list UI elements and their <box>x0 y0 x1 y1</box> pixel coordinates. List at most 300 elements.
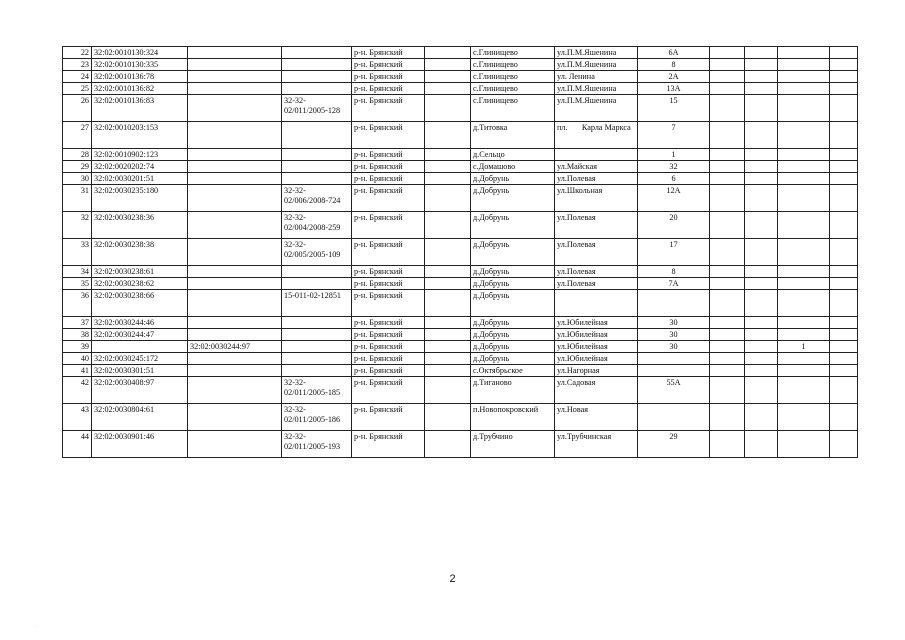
settlement: д.Добрунь <box>471 239 555 266</box>
empty-cell <box>745 173 778 185</box>
cadastral-number <box>92 341 188 353</box>
registry-table-body <box>63 47 858 458</box>
empty-cell <box>425 161 471 173</box>
extra-value <box>778 278 830 290</box>
cadastral-number: 32:02:0010902:123 <box>92 149 188 161</box>
empty-cell <box>710 95 745 122</box>
house-number: 29 <box>638 431 710 458</box>
empty-cell <box>830 329 858 341</box>
empty-cell <box>745 431 778 458</box>
empty-cell <box>745 212 778 239</box>
extra-value <box>778 431 830 458</box>
cadastral-number-alt <box>188 266 282 278</box>
district: р-н. Брянский <box>352 266 425 278</box>
table-row <box>63 431 858 458</box>
row-number: 41 <box>63 365 92 377</box>
table-row <box>63 83 858 95</box>
empty-cell <box>830 377 858 404</box>
table-row <box>63 212 858 239</box>
cadastral-number: 32:02:0030301:51 <box>92 365 188 377</box>
cadastral-number-alt <box>188 278 282 290</box>
empty-cell <box>830 365 858 377</box>
empty-cell <box>425 266 471 278</box>
settlement: д.Добрунь <box>471 266 555 278</box>
empty-cell <box>745 59 778 71</box>
empty-cell <box>830 71 858 83</box>
cadastral-number-alt <box>188 71 282 83</box>
empty-cell <box>710 47 745 59</box>
settlement: д.Трубчино <box>471 431 555 458</box>
registration-number <box>282 341 352 353</box>
row-number: 36 <box>63 290 92 317</box>
street: ул.Юбилейная <box>555 329 638 341</box>
registration-number: 32-32-02/011/2005-193 <box>282 431 352 458</box>
registry-table <box>62 46 858 458</box>
row-number: 30 <box>63 173 92 185</box>
empty-cell <box>710 353 745 365</box>
house-number: 55А <box>638 377 710 404</box>
registration-number <box>282 278 352 290</box>
street: ул.П.М.Яшенина <box>555 83 638 95</box>
row-number: 40 <box>63 353 92 365</box>
district: р-н. Брянский <box>352 365 425 377</box>
empty-cell <box>710 83 745 95</box>
district: р-н. Брянский <box>352 95 425 122</box>
district: р-н. Брянский <box>352 173 425 185</box>
registration-number <box>282 83 352 95</box>
house-number <box>638 365 710 377</box>
house-number <box>638 404 710 431</box>
settlement: с.Глинищево <box>471 47 555 59</box>
registration-number <box>282 71 352 83</box>
cadastral-number: 32:02:0030245:172 <box>92 353 188 365</box>
street: ул.Садовая <box>555 377 638 404</box>
empty-cell <box>710 71 745 83</box>
table-row <box>63 377 858 404</box>
row-number: 33 <box>63 239 92 266</box>
registration-number <box>282 122 352 149</box>
empty-cell <box>830 122 858 149</box>
extra-value: 1 <box>778 341 830 353</box>
street: пл. Карла Маркса <box>555 122 638 149</box>
empty-cell <box>830 278 858 290</box>
cadastral-number: 32:02:0030235:180 <box>92 185 188 212</box>
cadastral-number: 32:02:0030244:46 <box>92 317 188 329</box>
empty-cell <box>830 404 858 431</box>
settlement: п.Новопокровский <box>471 404 555 431</box>
cadastral-number: 32:02:0010203:153 <box>92 122 188 149</box>
table-row <box>63 59 858 71</box>
cadastral-number: 32:02:0030238:36 <box>92 212 188 239</box>
table-row <box>63 278 858 290</box>
house-number: 1 <box>638 149 710 161</box>
settlement: д.Тиганово <box>471 377 555 404</box>
empty-cell <box>425 122 471 149</box>
empty-cell <box>745 47 778 59</box>
extra-value <box>778 212 830 239</box>
row-number: 37 <box>63 317 92 329</box>
settlement: д.Добрунь <box>471 278 555 290</box>
extra-value <box>778 59 830 71</box>
house-number: 30 <box>638 329 710 341</box>
settlement: д.Добрунь <box>471 185 555 212</box>
cadastral-number: 32:02:0030238:38 <box>92 239 188 266</box>
empty-cell <box>745 185 778 212</box>
extra-value <box>778 329 830 341</box>
cadastral-number-alt <box>188 317 282 329</box>
house-number: 12А <box>638 185 710 212</box>
cadastral-number: 32:02:0030804:61 <box>92 404 188 431</box>
street: ул.Полевая <box>555 278 638 290</box>
empty-cell <box>425 290 471 317</box>
empty-cell <box>710 341 745 353</box>
street <box>555 290 638 317</box>
table-row <box>63 173 858 185</box>
house-number: 7А <box>638 278 710 290</box>
extra-value <box>778 122 830 149</box>
empty-cell <box>425 239 471 266</box>
empty-cell <box>425 353 471 365</box>
empty-cell <box>830 212 858 239</box>
empty-cell <box>830 149 858 161</box>
street <box>555 149 638 161</box>
registration-number <box>282 317 352 329</box>
extra-value <box>778 290 830 317</box>
street: ул.Школьная <box>555 185 638 212</box>
street: ул.Трубчинская <box>555 431 638 458</box>
table-row <box>63 341 858 353</box>
registration-number: 32-32-02/004/2008-259 <box>282 212 352 239</box>
row-number: 34 <box>63 266 92 278</box>
registration-number: 32-32-02/011/2005-128 <box>282 95 352 122</box>
district: р-н. Брянский <box>352 341 425 353</box>
district: р-н. Брянский <box>352 71 425 83</box>
cadastral-number: 32:02:0030901:46 <box>92 431 188 458</box>
house-number: 15 <box>638 95 710 122</box>
empty-cell <box>745 149 778 161</box>
district: р-н. Брянский <box>352 317 425 329</box>
empty-cell <box>710 377 745 404</box>
row-number: 32 <box>63 212 92 239</box>
empty-cell <box>710 365 745 377</box>
district: р-н. Брянский <box>352 278 425 290</box>
table-row <box>63 290 858 317</box>
empty-cell <box>710 122 745 149</box>
registration-number <box>282 353 352 365</box>
empty-cell <box>745 365 778 377</box>
district: р-н. Брянский <box>352 59 425 71</box>
district: р-н. Брянский <box>352 290 425 317</box>
settlement: с.Глинищево <box>471 95 555 122</box>
registration-number <box>282 59 352 71</box>
street: ул.Юбилейная <box>555 353 638 365</box>
empty-cell <box>425 212 471 239</box>
house-number: 6А <box>638 47 710 59</box>
empty-cell <box>745 266 778 278</box>
cadastral-number-alt <box>188 365 282 377</box>
empty-cell <box>745 239 778 266</box>
street: ул.Юбилейная <box>555 317 638 329</box>
house-number: 7 <box>638 122 710 149</box>
district: р-н. Брянский <box>352 404 425 431</box>
empty-cell <box>710 266 745 278</box>
cadastral-number: 32:02:0030201:51 <box>92 173 188 185</box>
extra-value <box>778 377 830 404</box>
cadastral-number-alt <box>188 329 282 341</box>
cadastral-number-alt <box>188 185 282 212</box>
empty-cell <box>710 290 745 317</box>
cadastral-number: 32:02:0010136:78 <box>92 71 188 83</box>
district: р-н. Брянский <box>352 149 425 161</box>
empty-cell <box>830 95 858 122</box>
cadastral-number: 32:02:0010136:83 <box>92 95 188 122</box>
empty-cell <box>830 290 858 317</box>
street: ул. Ленина <box>555 71 638 83</box>
table-row <box>63 95 858 122</box>
cadastral-number: 32:02:0010130:324 <box>92 47 188 59</box>
registration-number: 32-32-02/011/2005-186 <box>282 404 352 431</box>
cadastral-number: 32:02:0010130:335 <box>92 59 188 71</box>
extra-value <box>778 404 830 431</box>
settlement: д.Добрунь <box>471 329 555 341</box>
empty-cell <box>425 317 471 329</box>
row-number: 35 <box>63 278 92 290</box>
house-number <box>638 353 710 365</box>
cadastral-number-alt <box>188 149 282 161</box>
settlement: д.Титовка <box>471 122 555 149</box>
row-number: 24 <box>63 71 92 83</box>
empty-cell <box>745 278 778 290</box>
empty-cell <box>745 71 778 83</box>
street: ул.Полевая <box>555 212 638 239</box>
extra-value <box>778 185 830 212</box>
empty-cell <box>830 353 858 365</box>
house-number: 20 <box>638 212 710 239</box>
row-number: 43 <box>63 404 92 431</box>
extra-value <box>778 365 830 377</box>
cadastral-number: 32:02:0020202:74 <box>92 161 188 173</box>
empty-cell <box>425 83 471 95</box>
table-row <box>63 185 858 212</box>
registration-number <box>282 47 352 59</box>
table-row <box>63 122 858 149</box>
extra-value <box>778 353 830 365</box>
street: ул.Майская <box>555 161 638 173</box>
row-number: 29 <box>63 161 92 173</box>
house-number: 30 <box>638 341 710 353</box>
row-number: 42 <box>63 377 92 404</box>
street: ул.Полевая <box>555 266 638 278</box>
empty-cell <box>710 239 745 266</box>
house-number: 13А <box>638 83 710 95</box>
row-number: 27 <box>63 122 92 149</box>
district: р-н. Брянский <box>352 47 425 59</box>
empty-cell <box>830 341 858 353</box>
cadastral-number-alt <box>188 161 282 173</box>
table-row <box>63 365 858 377</box>
cadastral-number-alt <box>188 404 282 431</box>
settlement: с.Глинищево <box>471 59 555 71</box>
settlement: д.Добрунь <box>471 317 555 329</box>
page-number: 2 <box>449 573 456 585</box>
registration-number: 32-32-02/006/2008-724 <box>282 185 352 212</box>
row-number: 39 <box>63 341 92 353</box>
settlement: д.Сельцо <box>471 149 555 161</box>
row-number: 38 <box>63 329 92 341</box>
empty-cell <box>425 71 471 83</box>
house-number: 30 <box>638 317 710 329</box>
registration-number <box>282 149 352 161</box>
row-number: 26 <box>63 95 92 122</box>
empty-cell <box>710 185 745 212</box>
empty-cell <box>425 365 471 377</box>
extra-value <box>778 239 830 266</box>
house-number: 17 <box>638 239 710 266</box>
empty-cell <box>710 149 745 161</box>
row-number: 25 <box>63 83 92 95</box>
cadastral-number-alt: 32:02:0030244:97 <box>188 341 282 353</box>
settlement: д.Добрунь <box>471 173 555 185</box>
empty-cell <box>710 212 745 239</box>
settlement: д.Добрунь <box>471 212 555 239</box>
row-number: 23 <box>63 59 92 71</box>
empty-cell <box>425 149 471 161</box>
settlement: д.Добрунь <box>471 353 555 365</box>
table-row <box>63 149 858 161</box>
empty-cell <box>830 317 858 329</box>
settlement: с.Октябрьское <box>471 365 555 377</box>
empty-cell <box>745 341 778 353</box>
cadastral-number-alt <box>188 173 282 185</box>
row-number: 44 <box>63 431 92 458</box>
row-number: 31 <box>63 185 92 212</box>
street: ул.П.М.Яшенина <box>555 59 638 71</box>
cadastral-number: 32:02:0010136:82 <box>92 83 188 95</box>
row-number: 28 <box>63 149 92 161</box>
empty-cell <box>425 431 471 458</box>
empty-cell <box>425 59 471 71</box>
empty-cell <box>425 185 471 212</box>
cadastral-number: 32:02:0030408:97 <box>92 377 188 404</box>
table-row <box>63 71 858 83</box>
district: р-н. Брянский <box>352 122 425 149</box>
extra-value <box>778 161 830 173</box>
empty-cell <box>710 161 745 173</box>
table-row <box>63 329 858 341</box>
district: р-н. Брянский <box>352 353 425 365</box>
extra-value <box>778 95 830 122</box>
row-number: 22 <box>63 47 92 59</box>
cadastral-number-alt <box>188 47 282 59</box>
district: р-н. Брянский <box>352 431 425 458</box>
extra-value <box>778 83 830 95</box>
empty-cell <box>425 173 471 185</box>
extra-value <box>778 71 830 83</box>
house-number: 6 <box>638 173 710 185</box>
table-row <box>63 317 858 329</box>
table-row <box>63 353 858 365</box>
registration-number: 32-32-02/005/2005-109 <box>282 239 352 266</box>
district: р-н. Брянский <box>352 239 425 266</box>
empty-cell <box>710 404 745 431</box>
house-number: 8 <box>638 266 710 278</box>
street: ул.Юбилейная <box>555 341 638 353</box>
house-number <box>638 290 710 317</box>
empty-cell <box>745 329 778 341</box>
empty-cell <box>830 161 858 173</box>
street: ул.Новая <box>555 404 638 431</box>
house-number: 8 <box>638 59 710 71</box>
extra-value <box>778 317 830 329</box>
street: ул.П.М.Яшенина <box>555 95 638 122</box>
settlement: с.Глинищево <box>471 71 555 83</box>
street: ул.Нагорная <box>555 365 638 377</box>
registration-number <box>282 329 352 341</box>
empty-cell <box>710 59 745 71</box>
empty-cell <box>745 95 778 122</box>
district: р-н. Брянский <box>352 161 425 173</box>
cadastral-number: 32:02:0030244:47 <box>92 329 188 341</box>
house-number: 2А <box>638 71 710 83</box>
settlement: д.Добрунь <box>471 290 555 317</box>
settlement: д.Добрунь <box>471 341 555 353</box>
registration-number: 15-011-02-12851 <box>282 290 352 317</box>
empty-cell <box>745 122 778 149</box>
empty-cell <box>710 173 745 185</box>
empty-cell <box>830 266 858 278</box>
empty-cell <box>710 317 745 329</box>
empty-cell <box>425 377 471 404</box>
street: ул.Полевая <box>555 173 638 185</box>
house-number: 32 <box>638 161 710 173</box>
extra-value <box>778 47 830 59</box>
empty-cell <box>710 278 745 290</box>
cadastral-number: 32:02:0030238:62 <box>92 278 188 290</box>
empty-cell <box>830 59 858 71</box>
cadastral-number-alt <box>188 83 282 95</box>
empty-cell <box>830 239 858 266</box>
empty-cell <box>425 404 471 431</box>
empty-cell <box>830 47 858 59</box>
registration-number <box>282 161 352 173</box>
empty-cell <box>425 341 471 353</box>
empty-cell <box>830 83 858 95</box>
empty-cell <box>830 173 858 185</box>
empty-cell <box>425 278 471 290</box>
registration-number: 32-32-02/011/2005-185 <box>282 377 352 404</box>
empty-cell <box>830 431 858 458</box>
empty-cell <box>745 377 778 404</box>
registration-number <box>282 365 352 377</box>
empty-cell <box>745 161 778 173</box>
cadastral-number-alt <box>188 377 282 404</box>
table-row <box>63 404 858 431</box>
extra-value <box>778 149 830 161</box>
empty-cell <box>425 329 471 341</box>
cadastral-number-alt <box>188 95 282 122</box>
cadastral-number-alt <box>188 122 282 149</box>
district: р-н. Брянский <box>352 329 425 341</box>
cadastral-number: 32:02:0030238:66 <box>92 290 188 317</box>
registration-number <box>282 266 352 278</box>
empty-cell <box>710 329 745 341</box>
table-row <box>63 266 858 278</box>
cadastral-number-alt <box>188 212 282 239</box>
street: ул.Полевая <box>555 239 638 266</box>
empty-cell <box>830 185 858 212</box>
registration-number <box>282 173 352 185</box>
empty-cell <box>745 404 778 431</box>
